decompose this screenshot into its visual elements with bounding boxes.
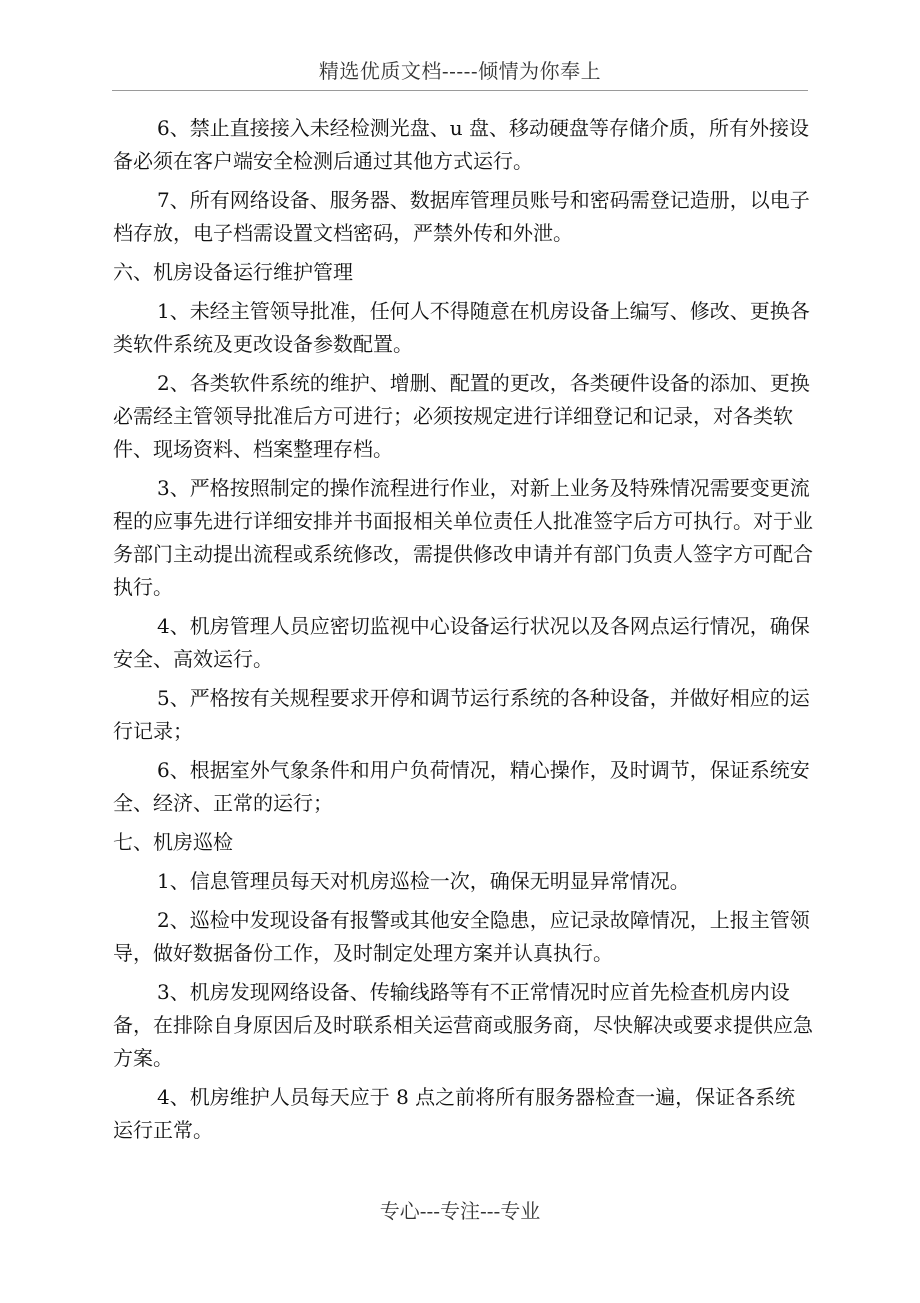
document-body [113,112,813,1153]
page-header: 精选优质文档-----倾情为你奉上 [318,59,602,83]
maintenance-rule-4: 4、机房管理人员应密切监视中心设备运行状况以及各网点运行情况，确保安全、高效运行。 [113,614,810,671]
rule-7-account-passwords: 7、所有网络设备、服务器、数据库管理员账号和密码需登记造册，以电子档存放，电子档需设置文档密码，严禁外传和外泄。 [113,188,810,245]
maintenance-rule-2: 2、各类软件系统的维护、增删、配置的更改，各类硬件设备的添加、更换必需经主管领导批准后方可进行；必须按规定进行详细登记和记录，对各类软件、现场资料、档案整理存档。 [113,371,810,461]
rule-6-storage-media: 6、禁止直接接入未经检测光盘、u 盘、移动硬盘等存储介质，所有外接设备必须在客户端安全检测后通过其他方式运行。 [113,116,809,173]
section-heading-6: 六、机房设备运行维护管理 [113,260,353,284]
page-footer: 专心---专注---专业 [379,1199,541,1223]
section-heading-7: 七、机房巡检 [113,830,233,854]
maintenance-rule-1: 1、未经主管领导批准，任何人不得随意在机房设备上编写、修改、更换各类软件系统及更改设备参数配置。 [113,299,810,356]
inspection-rule-1: 1、信息管理员每天对机房巡检一次，确保无明显异常情况。 [157,869,690,893]
header-divider [112,90,808,91]
maintenance-rule-5: 5、严格按有关规程要求开停和调节运行系统的各种设备，并做好相应的运行记录； [113,686,810,743]
maintenance-rule-6: 6、根据室外气象条件和用户负荷情况，精心操作，及时调节，保证系统安全、经济、正常的运行； [113,758,810,815]
maintenance-rule-3: 3、严格按照制定的操作流程进行作业，对新上业务及特殊情况需要变更流程的应事先进行详细安排并书面报相关单位责任人批准签字后方可执行。对于业务部门主动提出流程或系统修改，需提供修改申请并有部门负责人签字方可配合执行。 [113,476,813,599]
inspection-rule-3: 3、机房发现网络设备、传输线路等有不正常情况时应首先检查机房内设备，在排除自身原因后及时联系相关运营商或服务商，尽快解决或要求提供应急方案。 [113,980,813,1070]
inspection-rule-2: 2、巡检中发现设备有报警或其他安全隐患，应记录故障情况，上报主管领导，做好数据备份工作，及时制定处理方案并认真执行。 [113,908,810,965]
inspection-rule-4: 4、机房维护人员每天应于 8 点之前将所有服务器检查一遍，保证各系统运行正常。 [113,1085,796,1142]
